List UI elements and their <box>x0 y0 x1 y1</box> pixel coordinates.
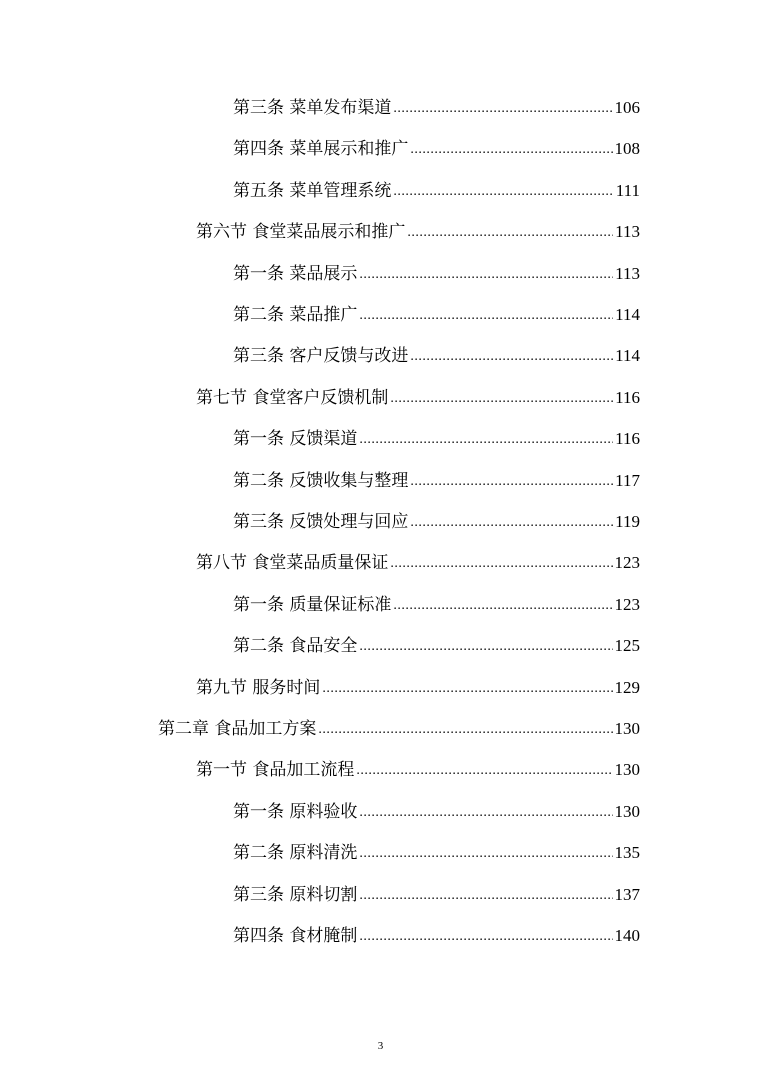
toc-entry-page: 116 <box>615 387 640 407</box>
toc-entry-title: 第四条 食材腌制 <box>233 926 358 946</box>
toc-entry-page: 130 <box>614 719 640 738</box>
toc-entry-page: 113 <box>615 222 640 242</box>
toc-entry-page: 119 <box>615 512 640 531</box>
toc-entry[interactable] <box>233 463 640 491</box>
toc-entry-title: 第八节 食堂菜品质量保证 <box>196 553 389 574</box>
dot-leader <box>359 926 612 946</box>
toc-entry-title: 第三条 菜单发布渠道 <box>233 98 392 118</box>
toc-entry-page: 116 <box>615 429 640 449</box>
toc-entry-title: 第二条 食品安全 <box>233 636 358 657</box>
toc-entry[interactable] <box>233 835 640 863</box>
toc-entry[interactable] <box>233 504 640 532</box>
toc-entry[interactable] <box>196 545 640 573</box>
toc-entry-title: 第五条 菜单管理系统 <box>233 180 392 201</box>
dot-leader <box>410 471 613 491</box>
dot-leader <box>393 98 612 118</box>
toc-entry-title: 第三条 原料切割 <box>233 884 358 905</box>
dot-leader <box>393 595 612 615</box>
dot-leader <box>393 181 613 201</box>
toc-entry[interactable] <box>233 877 640 905</box>
dot-leader <box>318 719 612 739</box>
toc-entry-page: 106 <box>614 98 640 117</box>
toc-entry[interactable] <box>233 90 640 118</box>
toc-entry-title: 第二条 反馈收集与整理 <box>233 470 409 491</box>
toc-entry-page: 135 <box>614 843 640 863</box>
toc-entry[interactable] <box>233 421 640 449</box>
toc-entry-page: 113 <box>615 263 640 283</box>
dot-leader <box>407 222 613 242</box>
toc-entry-page: 125 <box>614 636 640 656</box>
toc-entry-page: 137 <box>614 884 640 904</box>
dot-leader <box>359 843 612 863</box>
toc-entry-title: 第一条 菜品展示 <box>233 263 358 284</box>
toc-entry-page: 114 <box>615 346 640 366</box>
dot-leader <box>359 802 612 822</box>
toc-entry[interactable] <box>233 587 640 615</box>
toc-entry[interactable] <box>233 173 640 201</box>
toc-entry[interactable] <box>196 752 640 780</box>
toc-entry[interactable] <box>196 670 640 698</box>
dot-leader <box>359 429 613 449</box>
toc-entry[interactable] <box>233 297 640 325</box>
toc-entry[interactable] <box>233 256 640 284</box>
toc-entry-title: 第一条 原料验收 <box>233 801 358 822</box>
toc-entry[interactable] <box>233 338 640 366</box>
dot-leader <box>359 885 612 905</box>
page-number: 3 <box>377 1040 384 1052</box>
toc-entry-title: 第二条 菜品推广 <box>233 305 358 325</box>
dot-leader <box>359 305 613 325</box>
toc-entry-page: 123 <box>614 594 640 614</box>
toc-entry-page: 129 <box>614 677 640 697</box>
toc-entry-page: 123 <box>614 553 640 573</box>
toc-entry[interactable] <box>233 918 640 946</box>
toc-entry-title: 第九节 服务时间 <box>196 677 321 698</box>
toc-entry-title: 第六节 食堂菜品展示和推广 <box>196 222 406 243</box>
toc-entry[interactable] <box>196 214 640 242</box>
toc-entry-page: 130 <box>614 801 640 821</box>
dot-leader <box>359 264 613 284</box>
dot-leader <box>410 139 612 159</box>
toc-entry-title: 第一节 食品加工流程 <box>196 760 355 781</box>
toc-entry[interactable] <box>233 131 640 159</box>
dot-leader <box>356 760 612 780</box>
dot-leader <box>410 346 613 366</box>
toc-entry[interactable] <box>196 380 640 408</box>
toc-entry-page: 111 <box>615 180 640 200</box>
toc-entry-title: 第一条 质量保证标准 <box>233 594 392 615</box>
toc-entry-title: 第三条 客户反馈与改进 <box>233 346 409 367</box>
toc-entry-page: 114 <box>615 305 640 324</box>
dot-leader <box>390 388 613 408</box>
toc-entry-page: 108 <box>614 139 640 159</box>
toc-entry-title: 第二条 原料清洗 <box>233 843 358 864</box>
dot-leader <box>359 636 612 656</box>
toc-entry-page: 117 <box>615 470 640 490</box>
dot-leader <box>410 512 613 532</box>
dot-leader <box>390 553 612 573</box>
toc-entry[interactable] <box>158 711 640 739</box>
toc-entry-title: 第一条 反馈渠道 <box>233 429 358 450</box>
toc-entry-title: 第七节 食堂客户反馈机制 <box>196 387 389 408</box>
toc-entry[interactable] <box>233 794 640 822</box>
toc-entry[interactable] <box>233 628 640 656</box>
toc-entry-page: 130 <box>614 760 640 780</box>
toc-entry-page: 140 <box>614 926 640 945</box>
toc-entry-title: 第三条 反馈处理与回应 <box>233 512 409 532</box>
toc-entry-title: 第四条 菜单展示和推广 <box>233 139 409 160</box>
dot-leader <box>322 678 612 698</box>
toc-entry-title: 第二章 食品加工方案 <box>158 719 317 739</box>
